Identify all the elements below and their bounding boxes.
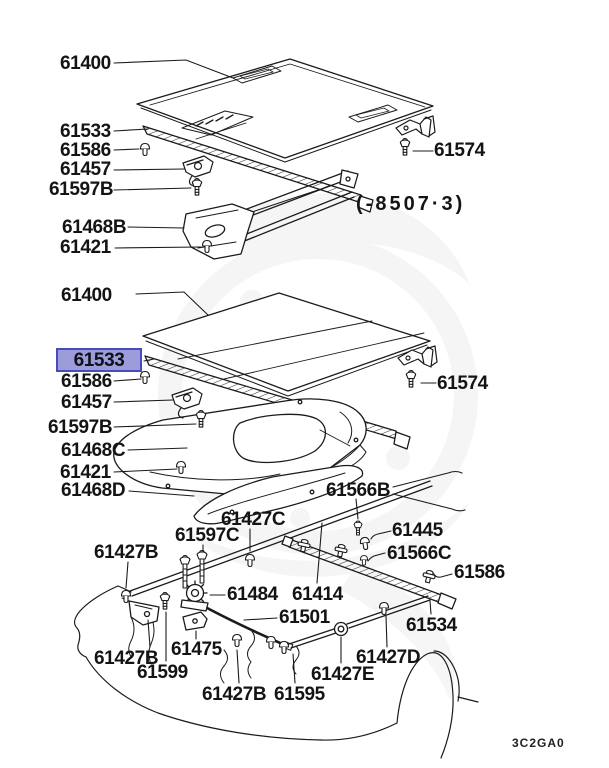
part-label-61501[interactable]: 61501 [279,607,330,628]
part-label-61427b-mid[interactable]: 61427B [202,684,267,705]
applicability-note: (-8507·3) [356,193,466,215]
part-label-61574-early[interactable]: 61574 [434,140,485,161]
part-label-61400-late[interactable]: 61400 [61,285,112,306]
clip-61595-a [267,637,276,649]
hood-panel-early [137,59,433,162]
part-label-61566c[interactable]: 61566C [387,543,452,564]
hinge-early [396,116,435,137]
part-label-61427e[interactable]: 61427E [311,664,375,685]
part-label-61427b-left[interactable]: 61427B [94,648,159,669]
part-label-61468d[interactable]: 61468D [61,480,126,501]
part-label-61566b[interactable]: 61566B [326,480,391,501]
part-label-61400-early[interactable]: 61400 [60,53,111,74]
part-label-61427d[interactable]: 61427D [356,647,421,668]
clip-61427b-mid [233,635,242,647]
clip-61586-bottom [422,569,437,584]
part-label-61427b-top[interactable]: 61427B [94,542,159,563]
clip-61586-early [141,144,150,156]
clip-61595-b [280,642,289,654]
part-label-61574-late[interactable]: 61574 [437,373,488,394]
part-label-61597c[interactable]: 61597C [175,525,240,546]
part-label-61597b-early[interactable]: 61597B [49,179,114,200]
part-label-61586-late[interactable]: 61586 [61,371,112,392]
part-label-61533-early[interactable]: 61533 [60,121,111,142]
clip-61586-late [141,372,150,384]
part-label-61599[interactable]: 61599 [137,662,188,683]
bolt-61597b-early [192,179,201,196]
part-label-61475[interactable]: 61475 [171,639,222,660]
part-label-61468b[interactable]: 61468B [62,217,127,238]
bolt-61574-early [400,139,409,156]
diagram-code: 3C2GA0 [512,736,565,750]
bolt-61597c [197,551,207,583]
part-label-61586-bottom[interactable]: 61586 [454,562,505,583]
highlighted-part-label-61533[interactable] [56,348,142,372]
part-label-61533-late: 61533 [73,349,125,371]
part-label-61457-late[interactable]: 61457 [61,392,112,413]
part-label-61427c[interactable]: 61427C [221,509,286,530]
part-label-61534[interactable]: 61534 [406,615,457,636]
part-label-61414[interactable]: 61414 [292,584,343,605]
part-label-61445[interactable]: 61445 [392,520,443,541]
bolt-61599 [160,593,169,610]
cable-holder-61475 [183,612,207,630]
bolt-61574-late [406,371,415,388]
part-label-61484[interactable]: 61484 [227,584,278,605]
part-label-61597b-late[interactable]: 61597B [48,417,113,438]
part-label-61586-early[interactable]: 61586 [60,140,111,161]
part-label-61457-early[interactable]: 61457 [60,159,111,180]
part-label-61468c[interactable]: 61468C [61,440,126,461]
part-label-61421-early[interactable]: 61421 [60,237,111,258]
part-label-61595[interactable]: 61595 [274,684,325,705]
part-label-61421-late[interactable]: 61421 [60,462,111,483]
